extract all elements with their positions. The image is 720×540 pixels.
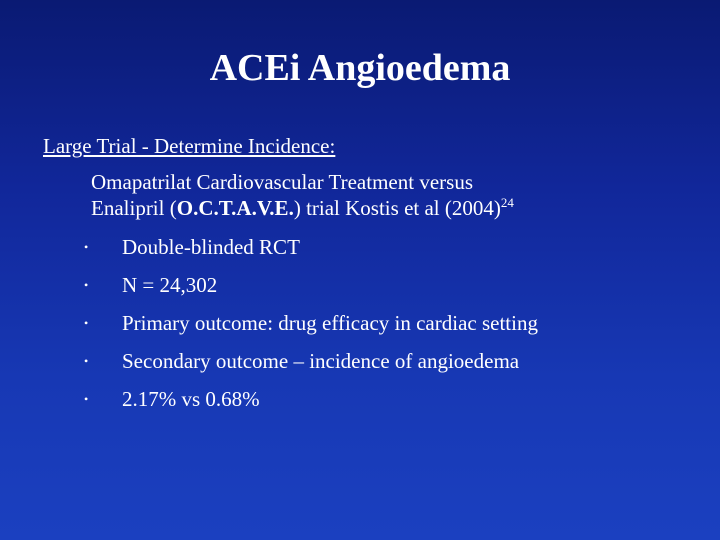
slide-title: ACEi Angioedema	[209, 47, 511, 89]
bullet-item	[0, 310, 720, 348]
trial-prefix: Enalipril (	[91, 196, 177, 220]
bullet-text: Primary outcome: drug efficacy in cardiac setting	[122, 311, 538, 335]
reference-superscript: 24	[500, 195, 514, 210]
bullet-icon: •	[84, 278, 89, 292]
bullet-icon: •	[84, 316, 89, 330]
section-heading: Large Trial - Determine Incidence:	[43, 134, 336, 158]
bullet-item	[0, 348, 720, 386]
trial-description	[91, 169, 691, 221]
bullet-text: 2.17% vs 0.68%	[122, 387, 260, 411]
bullet-icon: •	[84, 354, 89, 368]
trial-acronym: O.C.T.A.V.E.	[176, 196, 294, 220]
bullet-text: Double-blinded RCT	[122, 235, 300, 259]
bullet-text: N = 24,302	[122, 273, 218, 297]
bullet-item	[0, 272, 720, 310]
bullet-text: Secondary outcome – incidence of angioedema	[122, 349, 520, 373]
bullet-list	[0, 234, 720, 424]
bullet-item	[0, 234, 720, 272]
trial-line-1: Omapatrilat Cardiovascular Treatment versus	[91, 170, 473, 194]
trial-suffix: ) trial Kostis et al (2004)	[293, 196, 501, 220]
bullet-icon: •	[84, 392, 89, 406]
bullet-item	[0, 386, 720, 424]
bullet-icon: •	[84, 240, 89, 254]
